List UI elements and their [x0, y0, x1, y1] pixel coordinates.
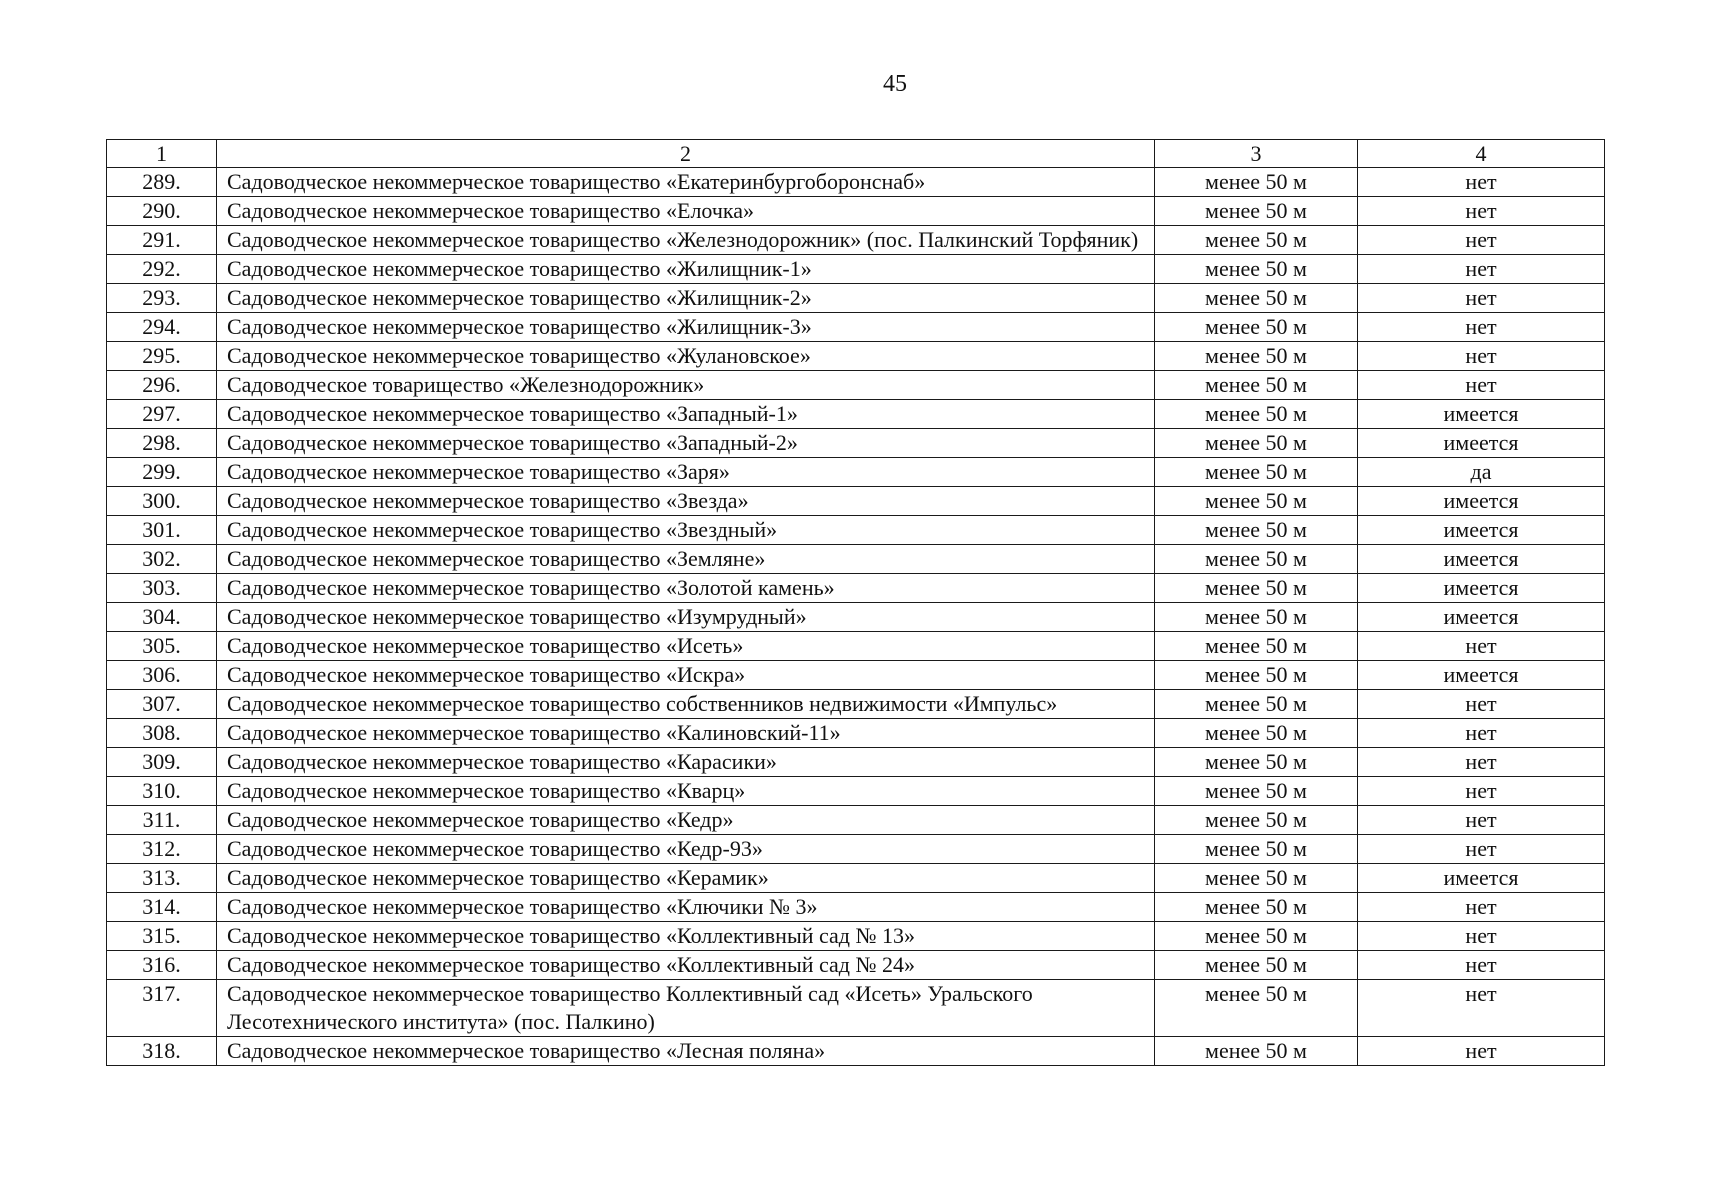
table-body — [107, 168, 1605, 1066]
table-header — [107, 140, 1605, 168]
status-value: имеется — [1358, 864, 1605, 893]
organization-name: Садоводческое некоммерческое товарищество «Коллективный сад № 13» — [217, 922, 1155, 951]
table-row — [107, 1037, 1605, 1066]
table-row — [107, 400, 1605, 429]
table-row — [107, 748, 1605, 777]
row-number: 291. — [107, 226, 217, 255]
organization-name: Садоводческое некоммерческое товарищество «Лесная поляна» — [217, 1037, 1155, 1066]
page-number: 45 — [883, 71, 907, 97]
table-row — [107, 168, 1605, 197]
row-number: 310. — [107, 777, 217, 806]
row-number: 307. — [107, 690, 217, 719]
table-row — [107, 777, 1605, 806]
status-value: имеется — [1358, 429, 1605, 458]
row-number: 296. — [107, 371, 217, 400]
distance-value: менее 50 м — [1155, 400, 1358, 429]
row-number: 300. — [107, 487, 217, 516]
organization-name: Садоводческое некоммерческое товарищество «Калиновский-11» — [217, 719, 1155, 748]
row-number: 305. — [107, 632, 217, 661]
distance-value: менее 50 м — [1155, 748, 1358, 777]
row-number: 309. — [107, 748, 217, 777]
organization-name: Садоводческое некоммерческое товарищество «Искра» — [217, 661, 1155, 690]
distance-value: менее 50 м — [1155, 1037, 1358, 1066]
row-number: 294. — [107, 313, 217, 342]
table-row — [107, 313, 1605, 342]
distance-value: менее 50 м — [1155, 545, 1358, 574]
distance-value: менее 50 м — [1155, 168, 1358, 197]
table-row — [107, 487, 1605, 516]
table-row — [107, 458, 1605, 487]
distance-value: менее 50 м — [1155, 487, 1358, 516]
row-number: 299. — [107, 458, 217, 487]
status-value: нет — [1358, 284, 1605, 313]
distance-value: менее 50 м — [1155, 719, 1358, 748]
distance-value: менее 50 м — [1155, 429, 1358, 458]
table-row — [107, 371, 1605, 400]
status-value: имеется — [1358, 487, 1605, 516]
status-value: нет — [1358, 835, 1605, 864]
status-value: нет — [1358, 342, 1605, 371]
organization-name: Садоводческое некоммерческое товарищество «Коллективный сад № 24» — [217, 951, 1155, 980]
organization-name: Садоводческое некоммерческое товарищество «Изумрудный» — [217, 603, 1155, 632]
distance-value: менее 50 м — [1155, 516, 1358, 545]
distance-value: менее 50 м — [1155, 806, 1358, 835]
status-value: нет — [1358, 632, 1605, 661]
organization-name: Садоводческое некоммерческое товарищество «Золотой камень» — [217, 574, 1155, 603]
status-value: нет — [1358, 951, 1605, 980]
row-number: 297. — [107, 400, 217, 429]
organization-name: Садоводческое некоммерческое товарищество «Звезда» — [217, 487, 1155, 516]
distance-value: менее 50 м — [1155, 922, 1358, 951]
organization-name: Садоводческое некоммерческое товарищество «Жилищник-1» — [217, 255, 1155, 284]
distance-value: менее 50 м — [1155, 284, 1358, 313]
status-value: имеется — [1358, 603, 1605, 632]
row-number: 306. — [107, 661, 217, 690]
distance-value: менее 50 м — [1155, 632, 1358, 661]
row-number: 295. — [107, 342, 217, 371]
data-table — [106, 139, 1605, 1066]
row-number: 298. — [107, 429, 217, 458]
distance-value: менее 50 м — [1155, 574, 1358, 603]
distance-value: менее 50 м — [1155, 835, 1358, 864]
organization-name: Садоводческое некоммерческое товарищество «Жилищник-3» — [217, 313, 1155, 342]
status-value: нет — [1358, 719, 1605, 748]
row-number: 318. — [107, 1037, 217, 1066]
row-number: 308. — [107, 719, 217, 748]
distance-value: менее 50 м — [1155, 603, 1358, 632]
organization-name: Садоводческое некоммерческое товарищество «Западный-1» — [217, 400, 1155, 429]
table-row — [107, 197, 1605, 226]
table-row — [107, 690, 1605, 719]
distance-value: менее 50 м — [1155, 458, 1358, 487]
row-number: 293. — [107, 284, 217, 313]
status-value: нет — [1358, 806, 1605, 835]
status-value: нет — [1358, 226, 1605, 255]
organization-name: Садоводческое некоммерческое товарищество «Жулановское» — [217, 342, 1155, 371]
distance-value: менее 50 м — [1155, 690, 1358, 719]
table-row — [107, 661, 1605, 690]
distance-value: менее 50 м — [1155, 661, 1358, 690]
distance-value: менее 50 м — [1155, 864, 1358, 893]
status-value: нет — [1358, 893, 1605, 922]
table-row — [107, 980, 1605, 1037]
status-value: нет — [1358, 980, 1605, 1037]
status-value: имеется — [1358, 574, 1605, 603]
status-value: имеется — [1358, 516, 1605, 545]
row-number: 316. — [107, 951, 217, 980]
row-number: 311. — [107, 806, 217, 835]
organization-name: Садоводческое товарищество «Железнодорожник» — [217, 371, 1155, 400]
row-number: 312. — [107, 835, 217, 864]
table-row — [107, 893, 1605, 922]
distance-value: менее 50 м — [1155, 313, 1358, 342]
organization-name: Садоводческое некоммерческое товарищество «Кедр-93» — [217, 835, 1155, 864]
organization-name: Садоводческое некоммерческое товарищество «Звездный» — [217, 516, 1155, 545]
organization-name: Садоводческое некоммерческое товарищество «Западный-2» — [217, 429, 1155, 458]
distance-value: менее 50 м — [1155, 951, 1358, 980]
status-value: нет — [1358, 748, 1605, 777]
table-row — [107, 226, 1605, 255]
status-value: имеется — [1358, 545, 1605, 574]
organization-name: Садоводческое некоммерческое товарищество «Кедр» — [217, 806, 1155, 835]
table-row — [107, 864, 1605, 893]
row-number: 292. — [107, 255, 217, 284]
row-number: 313. — [107, 864, 217, 893]
table-row — [107, 545, 1605, 574]
table-row — [107, 835, 1605, 864]
row-number: 315. — [107, 922, 217, 951]
distance-value: менее 50 м — [1155, 893, 1358, 922]
organization-name: Садоводческое некоммерческое товарищество «Елочка» — [217, 197, 1155, 226]
organization-name: Садоводческое некоммерческое товарищество «Железнодорожник» (пос. Палкинский Торфяник) — [217, 226, 1155, 255]
status-value: нет — [1358, 168, 1605, 197]
organization-name: Садоводческое некоммерческое товарищество «Земляне» — [217, 545, 1155, 574]
status-value: нет — [1358, 1037, 1605, 1066]
table-row — [107, 603, 1605, 632]
table-row — [107, 719, 1605, 748]
header-row — [107, 140, 1605, 168]
table-row — [107, 922, 1605, 951]
distance-value: менее 50 м — [1155, 197, 1358, 226]
organization-name: Садоводческое некоммерческое товарищество «Екатеринбургоборонснаб» — [217, 168, 1155, 197]
row-number: 314. — [107, 893, 217, 922]
organization-name: Садоводческое некоммерческое товарищество «Кварц» — [217, 777, 1155, 806]
status-value: нет — [1358, 197, 1605, 226]
status-value: да — [1358, 458, 1605, 487]
table-row — [107, 951, 1605, 980]
table-row — [107, 574, 1605, 603]
table-row — [107, 342, 1605, 371]
header-col-2: 2 — [217, 140, 1155, 168]
status-value: нет — [1358, 371, 1605, 400]
status-value: нет — [1358, 922, 1605, 951]
status-value: нет — [1358, 255, 1605, 284]
organization-name: Садоводческое некоммерческое товарищество «Керамик» — [217, 864, 1155, 893]
table-row — [107, 632, 1605, 661]
status-value: имеется — [1358, 400, 1605, 429]
row-number: 289. — [107, 168, 217, 197]
distance-value: менее 50 м — [1155, 777, 1358, 806]
table-row — [107, 429, 1605, 458]
row-number: 317. — [107, 980, 217, 1037]
row-number: 290. — [107, 197, 217, 226]
distance-value: менее 50 м — [1155, 226, 1358, 255]
header-col-1: 1 — [107, 140, 217, 168]
row-number: 304. — [107, 603, 217, 632]
status-value: имеется — [1358, 661, 1605, 690]
organization-name: Садоводческое некоммерческое товарищество «Жилищник-2» — [217, 284, 1155, 313]
row-number: 301. — [107, 516, 217, 545]
status-value: нет — [1358, 690, 1605, 719]
organization-name: Садоводческое некоммерческое товарищество «Ключики № 3» — [217, 893, 1155, 922]
distance-value: менее 50 м — [1155, 255, 1358, 284]
status-value: нет — [1358, 777, 1605, 806]
row-number: 302. — [107, 545, 217, 574]
table-row — [107, 255, 1605, 284]
organization-name: Садоводческое некоммерческое товарищество Коллективный сад «Исеть» Уральского Лесотехнического института» (пос. Палкино) — [217, 980, 1155, 1037]
distance-value: менее 50 м — [1155, 980, 1358, 1037]
table-row — [107, 284, 1605, 313]
organization-name: Садоводческое некоммерческое товарищество «Исеть» — [217, 632, 1155, 661]
organization-name: Садоводческое некоммерческое товарищество «Заря» — [217, 458, 1155, 487]
header-col-3: 3 — [1155, 140, 1358, 168]
distance-value: менее 50 м — [1155, 342, 1358, 371]
distance-value: менее 50 м — [1155, 371, 1358, 400]
table-row — [107, 806, 1605, 835]
table-row — [107, 516, 1605, 545]
header-col-4: 4 — [1358, 140, 1605, 168]
organization-name: Садоводческое некоммерческое товарищество собственников недвижимости «Импульс» — [217, 690, 1155, 719]
row-number: 303. — [107, 574, 217, 603]
status-value: нет — [1358, 313, 1605, 342]
organization-name: Садоводческое некоммерческое товарищество «Карасики» — [217, 748, 1155, 777]
